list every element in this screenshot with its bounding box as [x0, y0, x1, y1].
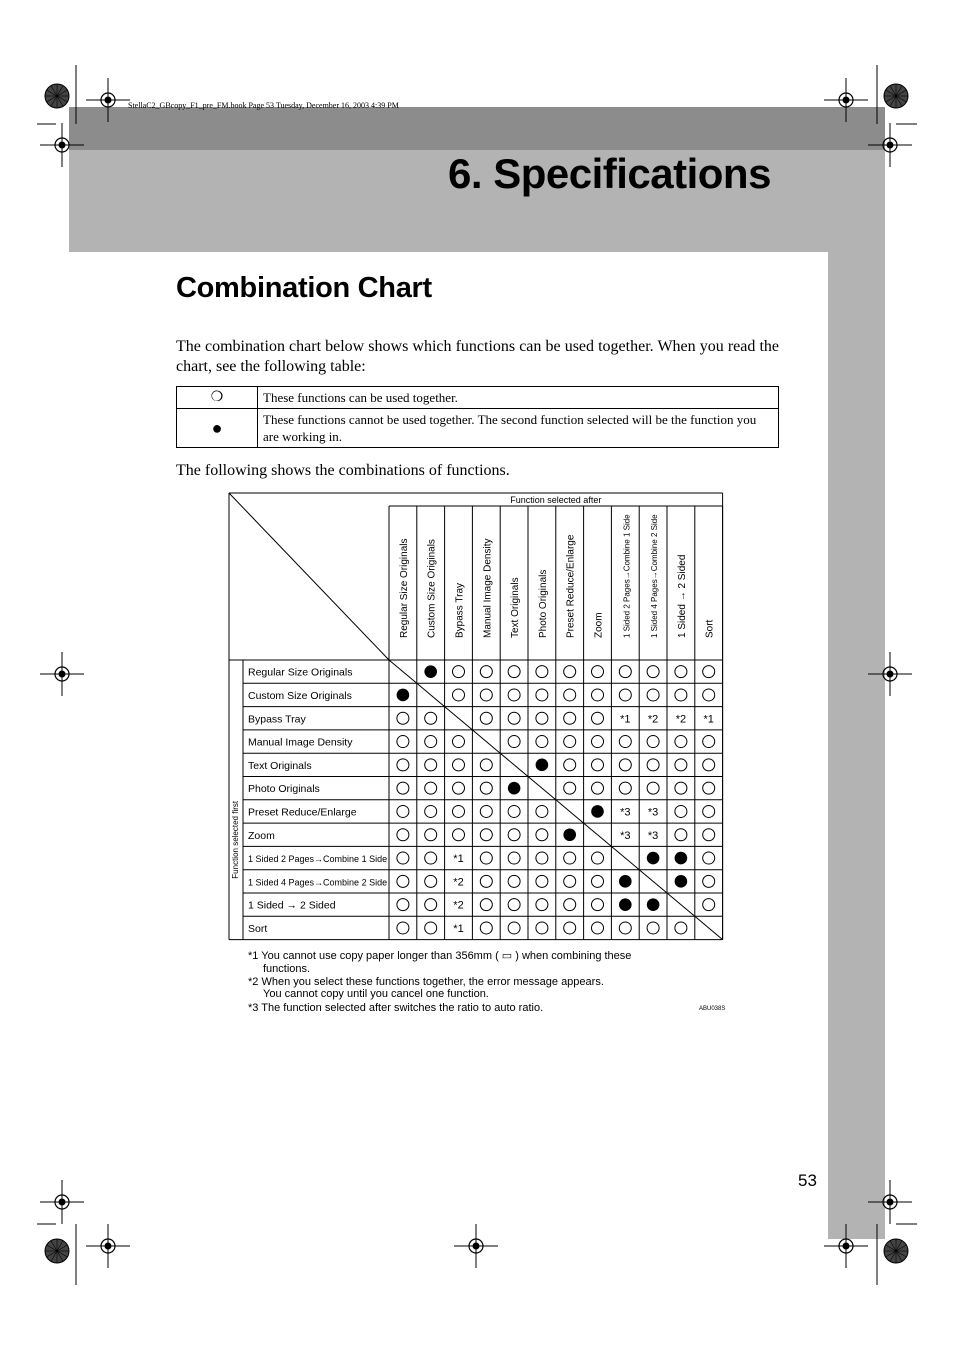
footnote-ref-mark: *1 — [703, 713, 714, 726]
after-text: The following shows the combinations of functions. — [176, 462, 510, 479]
crosshair-icon — [105, 1243, 111, 1249]
footnote-ref-mark: *1 — [453, 853, 464, 866]
crosshair-icon — [105, 97, 111, 103]
column-header: Custom Size Originals — [426, 539, 438, 638]
row-label: Text Originals — [248, 759, 312, 772]
crosshair-icon — [59, 671, 65, 677]
column-header: Sort — [704, 619, 716, 638]
column-header: Preset Reduce/Enlarge — [565, 534, 577, 638]
intro-paragraph: The combination chart below shows which functions can be used together. When you read the chart, see the following table: — [176, 338, 779, 375]
file-info: StellaC2_GBcopy_F1_pre_FM.book Page 53 Tuesday, December 16, 2003 4:39 PM — [128, 101, 399, 110]
crosshair-icon — [887, 1199, 893, 1205]
footnote-1-cont: functions. — [263, 963, 311, 975]
footnote-ref-mark: *3 — [620, 829, 631, 842]
page-number: 53 — [798, 1171, 817, 1190]
row-label: Preset Reduce/Enlarge — [248, 806, 357, 819]
column-header: 1 Sided 4 Pages→Combine 2 Side — [650, 514, 660, 638]
section-title: Combination Chart — [176, 272, 432, 304]
chapter-title: 6. Specifications — [448, 150, 771, 197]
column-header: Zoom — [593, 612, 605, 638]
top-header-label: Function selected after — [510, 495, 602, 505]
footnote-ref-mark: *3 — [620, 806, 631, 819]
figure-code: ABU038S — [699, 1006, 726, 1012]
crosshair-icon — [887, 142, 893, 148]
column-header: 1 Sided 2 Pages→Combine 1 Side — [622, 514, 632, 638]
footnote-2: *2 When you select these functions together, the error message appears. — [248, 976, 604, 988]
crosshair-icon — [843, 1243, 849, 1249]
footnote-1: *1 You cannot use copy paper longer than 356mm ( ▭ ) when combining these — [248, 950, 632, 962]
footnote-ref-mark: *2 — [453, 876, 464, 889]
row-label: Zoom — [248, 829, 275, 842]
crosshair-icon — [59, 1199, 65, 1205]
crosshair-icon — [473, 1243, 479, 1249]
footnote-3: *3 The function selected after switches the ratio to auto ratio. — [248, 1002, 544, 1014]
footnote-ref-mark: *3 — [647, 829, 659, 842]
row-label: Custom Size Originals — [248, 689, 352, 702]
row-label: Regular Size Originals — [248, 666, 353, 679]
row-label: Photo Originals — [248, 783, 320, 796]
footnote-ref-mark: *2 — [453, 899, 464, 912]
footnote-2-cont: You cannot copy until you cancel one function. — [263, 988, 489, 1000]
open-circle-icon: ❍ — [177, 387, 258, 409]
row-label: Sort — [248, 922, 268, 935]
footnote-ref-mark: *1 — [620, 713, 631, 726]
filled-circle-icon: ● — [177, 409, 258, 448]
row-label: 1 Sided 2 Pages→Combine 1 Side — [248, 854, 388, 865]
column-header: Text Originals — [510, 577, 522, 638]
column-header: Regular Size Originals — [398, 538, 410, 638]
crosshair-icon — [843, 97, 849, 103]
column-header: Bypass Tray — [454, 582, 466, 638]
column-header: Photo Originals — [537, 569, 549, 638]
column-header: Manual Image Density — [482, 538, 494, 638]
row-label: Manual Image Density — [248, 736, 353, 749]
legend-text: These functions cannot be used together. The second function selected will be the function you are working in. — [258, 409, 779, 448]
footnote-ref-mark: *1 — [453, 922, 464, 935]
column-header: 1 Sided → 2 Sided — [676, 554, 688, 638]
row-label: 1 Sided 4 Pages→Combine 2 Side — [248, 877, 388, 888]
row-label: 1 Sided → 2 Sided — [248, 899, 336, 912]
legend-text: These functions can be used together. — [258, 387, 779, 409]
crosshair-icon — [887, 671, 893, 677]
row-label: Bypass Tray — [248, 713, 306, 726]
footnote-ref-mark: *2 — [675, 713, 687, 726]
crosshair-icon — [59, 142, 65, 148]
footnote-ref-mark: *2 — [647, 713, 659, 726]
side-header-label: Function selected first — [231, 800, 240, 879]
footnote-ref-mark: *3 — [647, 806, 659, 819]
